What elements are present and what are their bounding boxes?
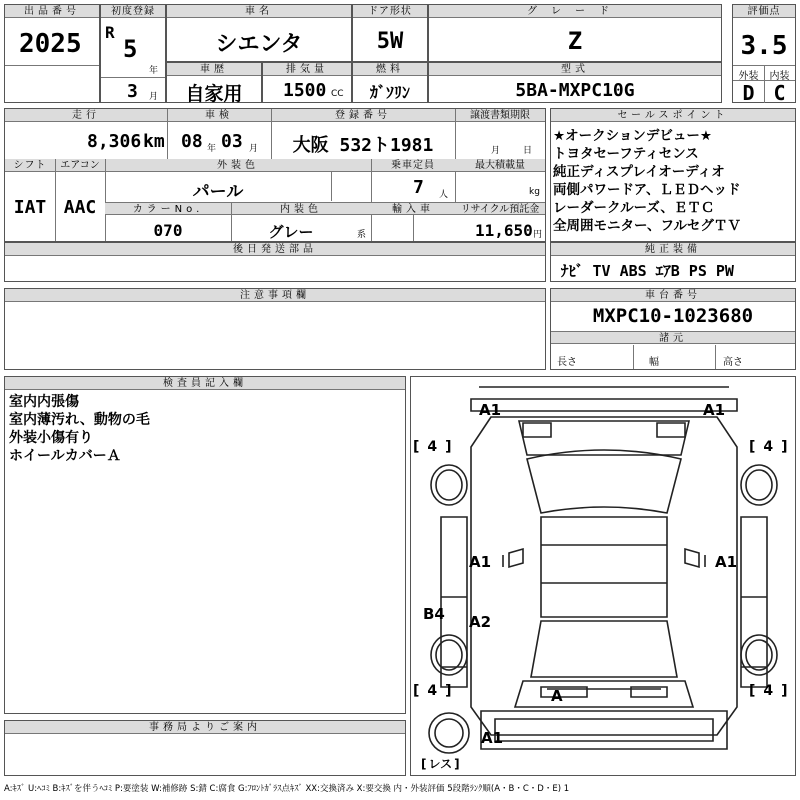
lot-label: 出品番号 xyxy=(5,5,99,18)
color-no: 070 xyxy=(153,221,183,240)
int-color-label: 内装色 xyxy=(231,202,371,215)
width-label: 幅 xyxy=(649,357,659,368)
transfer-label: 譲渡書類期限 xyxy=(455,109,545,122)
inspection-year: 08 xyxy=(181,131,203,152)
inspector-label: 検査員記入欄 xyxy=(5,377,405,390)
inspector-box xyxy=(4,376,406,714)
int-label: 内装 xyxy=(769,71,790,82)
equipment-label: 純正装備 xyxy=(551,243,795,256)
recycle-label: リサイクル預託金 xyxy=(455,202,545,215)
year: 5 xyxy=(123,35,138,63)
sales-point-line: レーダークルーズ、ＥＴＣ xyxy=(553,200,715,216)
year-unit: 年 xyxy=(149,66,159,76)
sales-point-line: ★オークションデビュー★ xyxy=(553,128,712,144)
mileage-unit: km xyxy=(143,131,165,152)
int-color: グレー xyxy=(268,223,314,241)
legend: A:ｷｽﾞ U:ﾍｺﾐ B:ｷｽﾞを伴うﾍｺﾐ P:要塗装 W:補修跡 S:錆 C:腐食 G:ﾌﾛﾝﾄｶﾞﾗｽ点ｷｽﾞ XX:交換済み X:要交換 内・外装評価 5段階ﾗﾝｸ順(A・B・C・D・E) 1 xyxy=(4,784,570,794)
inspector-note-line: 室内内張傷 xyxy=(9,394,79,410)
mark-rocker-left: B4 xyxy=(423,605,445,623)
inspector-notes xyxy=(9,393,150,465)
shift: IAT xyxy=(13,197,47,218)
load-label: 最大積載量 xyxy=(455,159,545,172)
sales-point-line: トヨタセーフティセンス xyxy=(553,146,699,162)
first-reg-label: 初度登録 xyxy=(101,5,165,18)
transfer-day-unit: 日 xyxy=(523,146,533,156)
mark-front-right: A1 xyxy=(703,401,726,419)
registration-number: 大阪 532ト1981 xyxy=(292,135,434,156)
ext-label: 外装 xyxy=(738,71,759,82)
tire-fr-mark: 4 xyxy=(763,439,774,455)
tire-rr-bracket: [ 4 ] xyxy=(749,683,788,699)
reg-label: 登録番号 xyxy=(271,109,455,122)
score: 3.5 xyxy=(740,31,788,61)
history-label: 車歴 xyxy=(167,63,261,76)
fuel: ｶﾞｿﾘﾝ xyxy=(369,83,410,102)
car-name: シエンタ xyxy=(215,32,303,57)
inspection-month-unit: 月 xyxy=(249,144,259,154)
sales-points-list xyxy=(553,127,741,235)
inspection-year-unit: 年 xyxy=(207,144,217,154)
model-label: 型式 xyxy=(429,63,721,76)
mark-door-fr: A1 xyxy=(715,553,738,571)
mark-door-rl: A2 xyxy=(469,613,492,631)
inspection-month: 03 xyxy=(221,131,243,152)
month-unit: 月 xyxy=(149,92,159,102)
capacity: 7 xyxy=(413,177,424,198)
shift-label: シフト xyxy=(5,159,55,172)
history: 自家用 xyxy=(185,83,243,105)
spare-bracket: [ レス ] xyxy=(421,757,460,771)
ac-label: エアコン xyxy=(55,159,105,172)
sales-points-label: セールスポイント xyxy=(551,109,795,122)
displacement-cell xyxy=(262,62,352,103)
grade-cell xyxy=(428,4,722,62)
inspector-note-line: 外装小傷有り xyxy=(9,430,93,446)
tire-rl-mark: 4 xyxy=(427,683,438,699)
car-name-cell xyxy=(166,4,352,62)
recycle-fee: 11,650 xyxy=(475,221,533,240)
door-label: ドア形状 xyxy=(353,5,427,18)
recycle-unit: 円 xyxy=(533,230,543,240)
tire-fl-bracket: [ 4 ] xyxy=(413,439,452,455)
chassis-box xyxy=(550,288,796,370)
displacement-label: 排気量 xyxy=(263,63,351,76)
history-cell xyxy=(166,62,262,103)
ext-color-label: 外装色 xyxy=(105,159,371,172)
color-no-label: カラーNo. xyxy=(105,202,231,215)
era: R xyxy=(105,23,115,42)
notes-box xyxy=(4,288,546,370)
mark-rear-left: A1 xyxy=(481,729,504,747)
later-parts-label: 後日発送部品 xyxy=(5,243,545,256)
chassis-label: 車台番号 xyxy=(551,289,795,302)
spare-mark: レス xyxy=(428,757,453,771)
score-label: 評価点 xyxy=(733,5,795,18)
office-label: 事務局よりご案内 xyxy=(5,721,405,734)
fuel-cell xyxy=(352,62,428,103)
equipment-box xyxy=(550,242,796,282)
mileage: 8,306 xyxy=(87,131,142,152)
spec-label: 諸元 xyxy=(551,331,795,344)
length-label: 長さ xyxy=(557,357,577,368)
inspection-label: 車検 xyxy=(167,109,271,122)
inspector-note-line: ホイールカバーＡ xyxy=(9,448,121,464)
equipment-value: ﾅﾋﾞ TV ABS ｴｱB PS PW xyxy=(561,262,734,280)
car-name-label: 車名 xyxy=(167,5,351,18)
transfer-month-unit: 月 xyxy=(491,146,501,156)
tire-rr-mark: 4 xyxy=(763,683,774,699)
sales-point-line: 全周囲モニター、フルセグＴＶ xyxy=(553,218,741,234)
displacement: 1500 xyxy=(283,80,327,101)
load-unit: kg xyxy=(529,187,540,197)
mark-front-left: A1 xyxy=(479,401,502,419)
later-parts-box xyxy=(4,242,546,282)
month: 3 xyxy=(127,81,138,102)
model: 5BA-MXPC10G xyxy=(515,80,635,101)
lot-cell xyxy=(4,4,100,103)
int-score: C xyxy=(773,81,786,105)
damage-diagram xyxy=(410,376,796,776)
grade: Z xyxy=(567,27,583,55)
sales-points-box xyxy=(550,108,796,242)
capacity-unit: 人 xyxy=(439,190,449,200)
door-cell xyxy=(352,4,428,62)
import-label: 輸入車 xyxy=(371,202,455,215)
car-outline xyxy=(411,377,795,775)
tire-fl-mark: 4 xyxy=(427,439,438,455)
office-box xyxy=(4,720,406,776)
inspector-note-line: 室内薄汚れ、動物の毛 xyxy=(9,412,150,428)
tire-rl-bracket: [ 4 ] xyxy=(413,683,452,699)
height-label: 高さ xyxy=(723,357,743,368)
ac: AAC xyxy=(63,197,97,218)
mark-rear-center: A xyxy=(551,687,563,705)
model-cell xyxy=(428,62,722,103)
int-color-unit: 系 xyxy=(357,230,367,240)
displacement-unit: CC xyxy=(331,89,344,99)
mileage-label: 走行 xyxy=(5,109,167,122)
chassis-number: MXPC10-1023680 xyxy=(592,305,754,327)
ext-score: D xyxy=(742,81,755,105)
first-reg-cell xyxy=(100,4,166,103)
door: 5W xyxy=(376,29,404,54)
fuel-label: 燃料 xyxy=(353,63,427,76)
mark-door-fl: A1 xyxy=(469,553,492,571)
vehicle-info-block xyxy=(4,108,546,242)
score-cell xyxy=(732,4,796,103)
capacity-label: 乗車定員 xyxy=(371,159,455,172)
ext-color: パール xyxy=(192,182,244,202)
tire-fr-bracket: [ 4 ] xyxy=(749,439,788,455)
grade-label: グレード xyxy=(429,5,721,18)
sales-point-line: 両側パワードア、ＬＥＤヘッド xyxy=(553,182,741,198)
lot-number: 2025 xyxy=(19,29,82,59)
notes-label: 注意事項欄 xyxy=(5,289,545,302)
sales-point-line: 純正ディスプレイオーディオ xyxy=(553,164,725,180)
